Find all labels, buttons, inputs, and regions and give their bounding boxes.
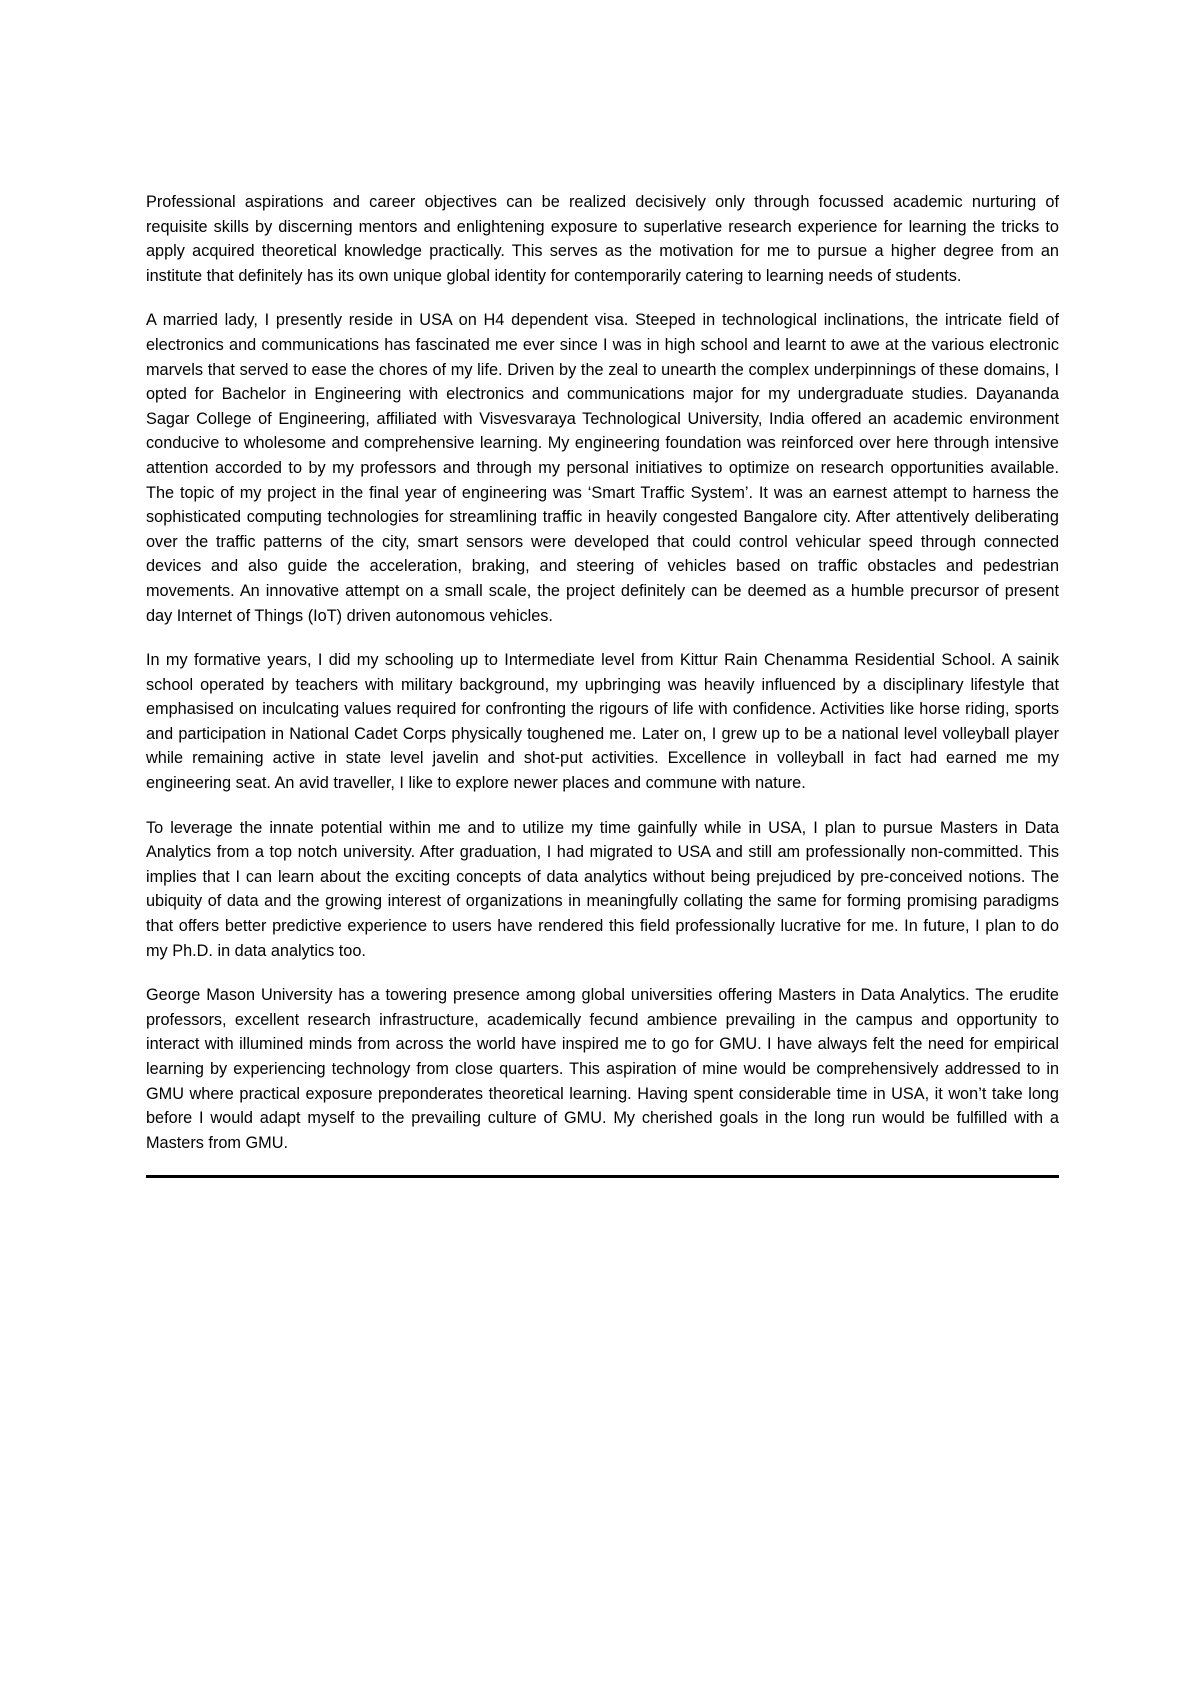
paragraph-career-objectives: Professional aspirations and career objectives can be realized decisively only through focussed academic nurturing of requisite skills by discerning mentors and enlightening exposure to superlative research experience for learning the tricks to apply acquired theoretical knowledge practically. This serves as the motivation for me to pursue a higher degree from an institute that definitely has its own unique global identity for contemporarily catering to learning needs of students. [146, 193, 1059, 285]
document-body [146, 190, 1059, 1178]
bottom-rule-divider [146, 1175, 1059, 1178]
paragraph-future-plans: To leverage the innate potential within me and to utilize my time gainfully while in USA, I plan to pursue Masters in Data Analytics from a top notch university. After graduation, I had migrated to USA and still am professionally non-committed. This implies that I can learn about the exciting concepts of data analytics without being prejudiced by pre-conceived notions. The ubiquity of data and the growing interest of organizations in meaningfully collating the same for forming promising paradigms that offers better predictive experience to users have rendered this field professionally lucrative for me. In future, I plan to do my Ph.D. in data analytics too. [146, 818, 1059, 960]
paragraph-formative-years: In my formative years, I did my schooling up to Intermediate level from Kittur Rain Chenamma Residential School. A sainik school operated by teachers with military background, my upbringing was heavily influenced by a disciplinary lifestyle that emphasised on inculcating values required for confronting the rigours of life with confidence. Activities like horse riding, sports and participation in National Cadet Corps physically toughened me. Later on, I grew up to be a national level volleyball player while remaining active in state level javelin and shot-put activities. Excellence in volleyball in fact had earned me my engineering seat. An avid traveller, I like to explore newer places and commune with nature. [146, 651, 1059, 793]
paragraph-why-gmu: George Mason University has a towering presence among global universities offering Masters in Data Analytics. The erudite professors, excellent research infrastructure, academically fecund ambience prevailing in the campus and opportunity to interact with illumined minds from across the world have inspired me to go for GMU. I have always felt the need for empirical learning by experiencing technology from close quarters. This aspiration of mine would be comprehensively addressed to in GMU where practical exposure preponderates theoretical learning. Having spent considerable time in USA, it won’t take long before I would adapt myself to the prevailing culture of GMU. My cherished goals in the long run would be fulfilled with a Masters from GMU. [146, 986, 1059, 1152]
paragraph-education-background: A married lady, I presently reside in USA on H4 dependent visa. Steeped in technological inclinations, the intricate field of electronics and communications has fascinated me ever since I was in high school and learnt to awe at the various electronic marvels that served to ease the chores of my life. Driven by the zeal to unearth the complex underpinnings of these domains, I opted for Bachelor in Engineering with electronics and communications major for my undergraduate studies. Dayananda Sagar College of Engineering, affiliated with Visvesvaraya Technological University, India offered an academic environment conducive to wholesome and comprehensive learning. My engineering foundation was reinforced over here through intensive attention accorded to by my professors and through my personal initiatives to optimize on research opportunities available. The topic of my project in the final year of engineering was ‘Smart Traffic System’. It was an earnest attempt to harness the sophisticated computing technologies for streamlining traffic in heavily congested Bangalore city. After attentively deliberating over the traffic patterns of the city, smart sensors were developed that could control vehicular speed through connected devices and also guide the acceleration, braking, and steering of vehicles based on traffic obstacles and pedestrian movements. An innovative attempt on a small scale, the project definitely can be deemed as a humble precursor of present day Internet of Things (IoT) driven autonomous vehicles. [146, 311, 1059, 625]
